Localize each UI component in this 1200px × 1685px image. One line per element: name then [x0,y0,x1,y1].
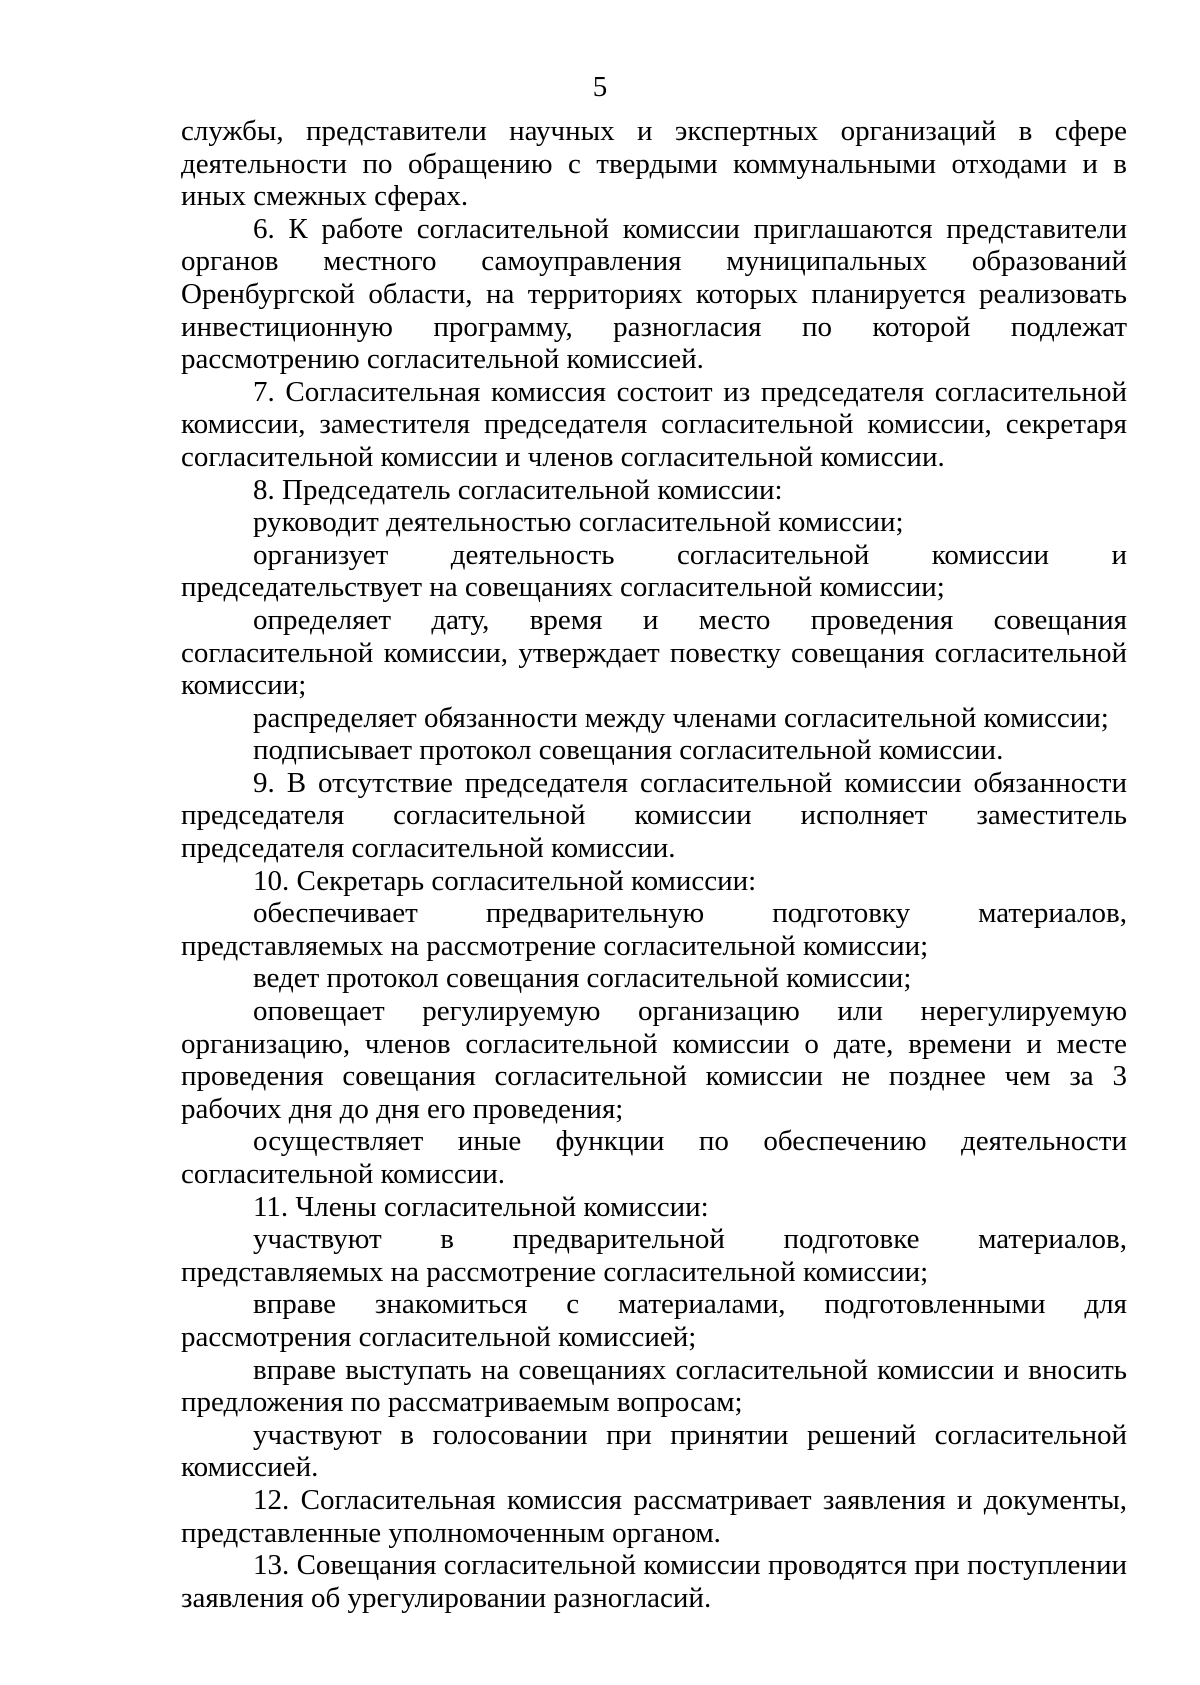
paragraph-20: 12. Согласительная комиссия рассматривает заявления и документы, представленные уполномоченным органом. [181,1483,1127,1549]
paragraph-9: 9. В отсутствие председателя согласительной комиссии обязанности председателя согласительной комиссии исполняет заместитель председателя согласительной комиссии. [181,766,1127,865]
paragraph-18: вправе выступать на совещаниях согласительной комиссии и вносить предложения по рассматриваемым вопросам; [181,1353,1127,1419]
paragraph-10: 10. Секретарь согласительной комиссии: [253,864,757,897]
paragraph-11: обеспечивает предварительную подготовку материалов, представляемых на рассмотрение согласительной комиссии; [181,897,1127,962]
paragraph-3: 8. Председатель согласительной комиссии: [253,473,783,506]
paragraph-19: участвуют в голосовании при принятии решений согласительной комиссией. [181,1418,1127,1484]
paragraph-1: 6. К работе согласительной комиссии приглашаются представители органов местного самоуправления муниципальных образований Оренбургской области, на территориях которых планируется реализовать инвестиционную программу, разногласия по которой подлежат рассмотрению согласительной комиссией. [181,212,1127,376]
paragraph-7: распределяет обязанности между членами согласительной комиссии; [253,701,1109,734]
paragraph-15: 11. Члены согласительной комиссии: [253,1190,709,1223]
paragraph-2: 7. Согласительная комиссия состоит из председателя согласительной комиссии, заместителя председателя согласительной комиссии, секретаря согласительной комиссии и членов согласительной комиссии. [181,375,1127,473]
paragraph-4: руководит деятельностью согласительной комиссии; [253,506,904,539]
page-number: 5 [592,71,608,103]
paragraph-8: подписывает протокол совещания согласительной комиссии. [253,734,1004,767]
paragraph-12: ведет протокол совещания согласительной комиссии; [253,962,912,995]
paragraph-0: службы, представители научных и экспертных организаций в сфере деятельности по обращению с твердыми коммунальными отходами и в иных смежных сферах. [181,115,1127,213]
paragraph-14: осуществляет иные функции по обеспечению деятельности согласительной комиссии. [181,1125,1127,1190]
paragraph-16: участвуют в предварительной подготовке материалов, представляемых на рассмотрение согласительной комиссии; [181,1223,1127,1288]
paragraph-21: 13. Совещания согласительной комиссии проводятся при поступлении заявления об урегулировании разногласий. [181,1549,1127,1614]
paragraph-17: вправе знакомиться с материалами, подготовленными для рассмотрения согласительной комиссией; [181,1288,1127,1353]
document-body [181,115,1127,1614]
paragraph-5: организует деятельность согласительной комиссии и председательствует на совещаниях согласительной комиссии; [181,538,1127,604]
paragraph-13: оповещает регулируемую организацию или нерегулируемую организацию, членов согласительной комиссии о дате, времени и месте проведения совещания согласительной комиссии не позднее чем за 3 рабочих дня до дня его проведения; [181,995,1127,1125]
paragraph-6: определяет дату, время и место проведения совещания согласительной комиссии, утверждает повестку совещания согласительной комиссии; [181,603,1127,702]
